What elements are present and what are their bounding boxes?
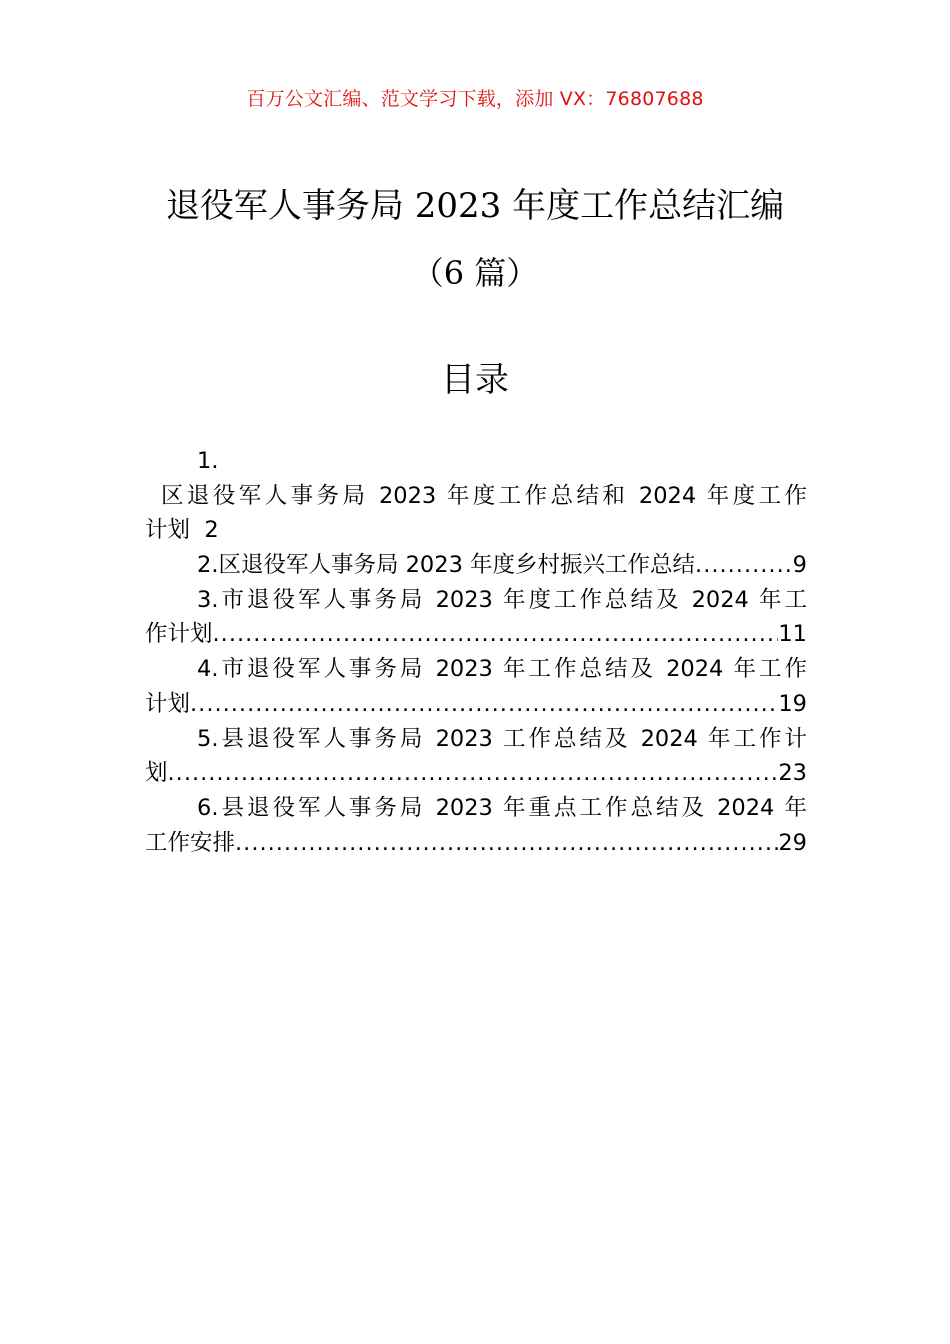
toc-entry-1-page: 2 [204,517,219,544]
toc-entry-4-line2[interactable] [145,687,807,722]
toc-entry-6-line2[interactable] [145,826,807,861]
toc-entry-1-number[interactable]: 1. [197,448,219,474]
toc-entry-3-line2[interactable] [145,617,807,652]
toc-entry-1-line1[interactable]: 区退役军人事务局 2023 年度工作总结和 2024 年度工作 [161,482,807,509]
toc-entry-2-text: 2.区退役军人事务局 2023 年度乡村振兴工作总结 [197,552,696,579]
toc-entry-2-leader [695,548,793,583]
toc-entry-4-page: 19 [778,690,807,717]
toc-entry-6-line1[interactable]: 6.县退役军人事务局 2023 年重点工作总结及 2024 年 [197,794,807,821]
toc-entry-3-leader [213,617,779,652]
toc-heading: 目录 [441,360,509,400]
toc-entry-1-text: 计划 [145,517,191,544]
table-of-contents [145,444,807,860]
toc-entry-5-page: 23 [778,760,807,787]
header-watermark-note: 百万公文汇编、范文学习下载，添加 VX：76807688 [246,88,704,110]
toc-entry-4-leader [190,687,778,722]
toc-entry-2-page: 9 [792,552,807,579]
toc-entry-5-leader [168,756,779,791]
toc-entry-5-line2[interactable] [145,756,807,791]
toc-entry-2[interactable] [145,548,807,583]
toc-entry-1-line2[interactable] [145,513,807,548]
toc-entry-5-line1[interactable]: 5.县退役军人事务局 2023 工作总结及 2024 年工作计 [197,725,807,752]
toc-entry-6-leader [235,826,778,861]
document-subtitle: （6 篇） [411,254,539,292]
toc-entry-6-page: 29 [778,829,807,856]
toc-entry-4-line1[interactable]: 4.市退役军人事务局 2023 年工作总结及 2024 年工作 [197,656,807,683]
toc-entry-6-text: 工作安排 [145,829,236,856]
toc-entry-3-page: 11 [778,621,807,648]
toc-entry-3-text: 作计划 [145,621,213,648]
toc-entry-4-text: 计划 [145,690,191,717]
document-title: 退役军人事务局 2023 年度工作总结汇编 [165,186,785,226]
toc-entry-3-line1[interactable]: 3.市退役军人事务局 2023 年度工作总结及 2024 年工 [197,586,807,613]
toc-entry-5-text: 划 [145,760,168,787]
